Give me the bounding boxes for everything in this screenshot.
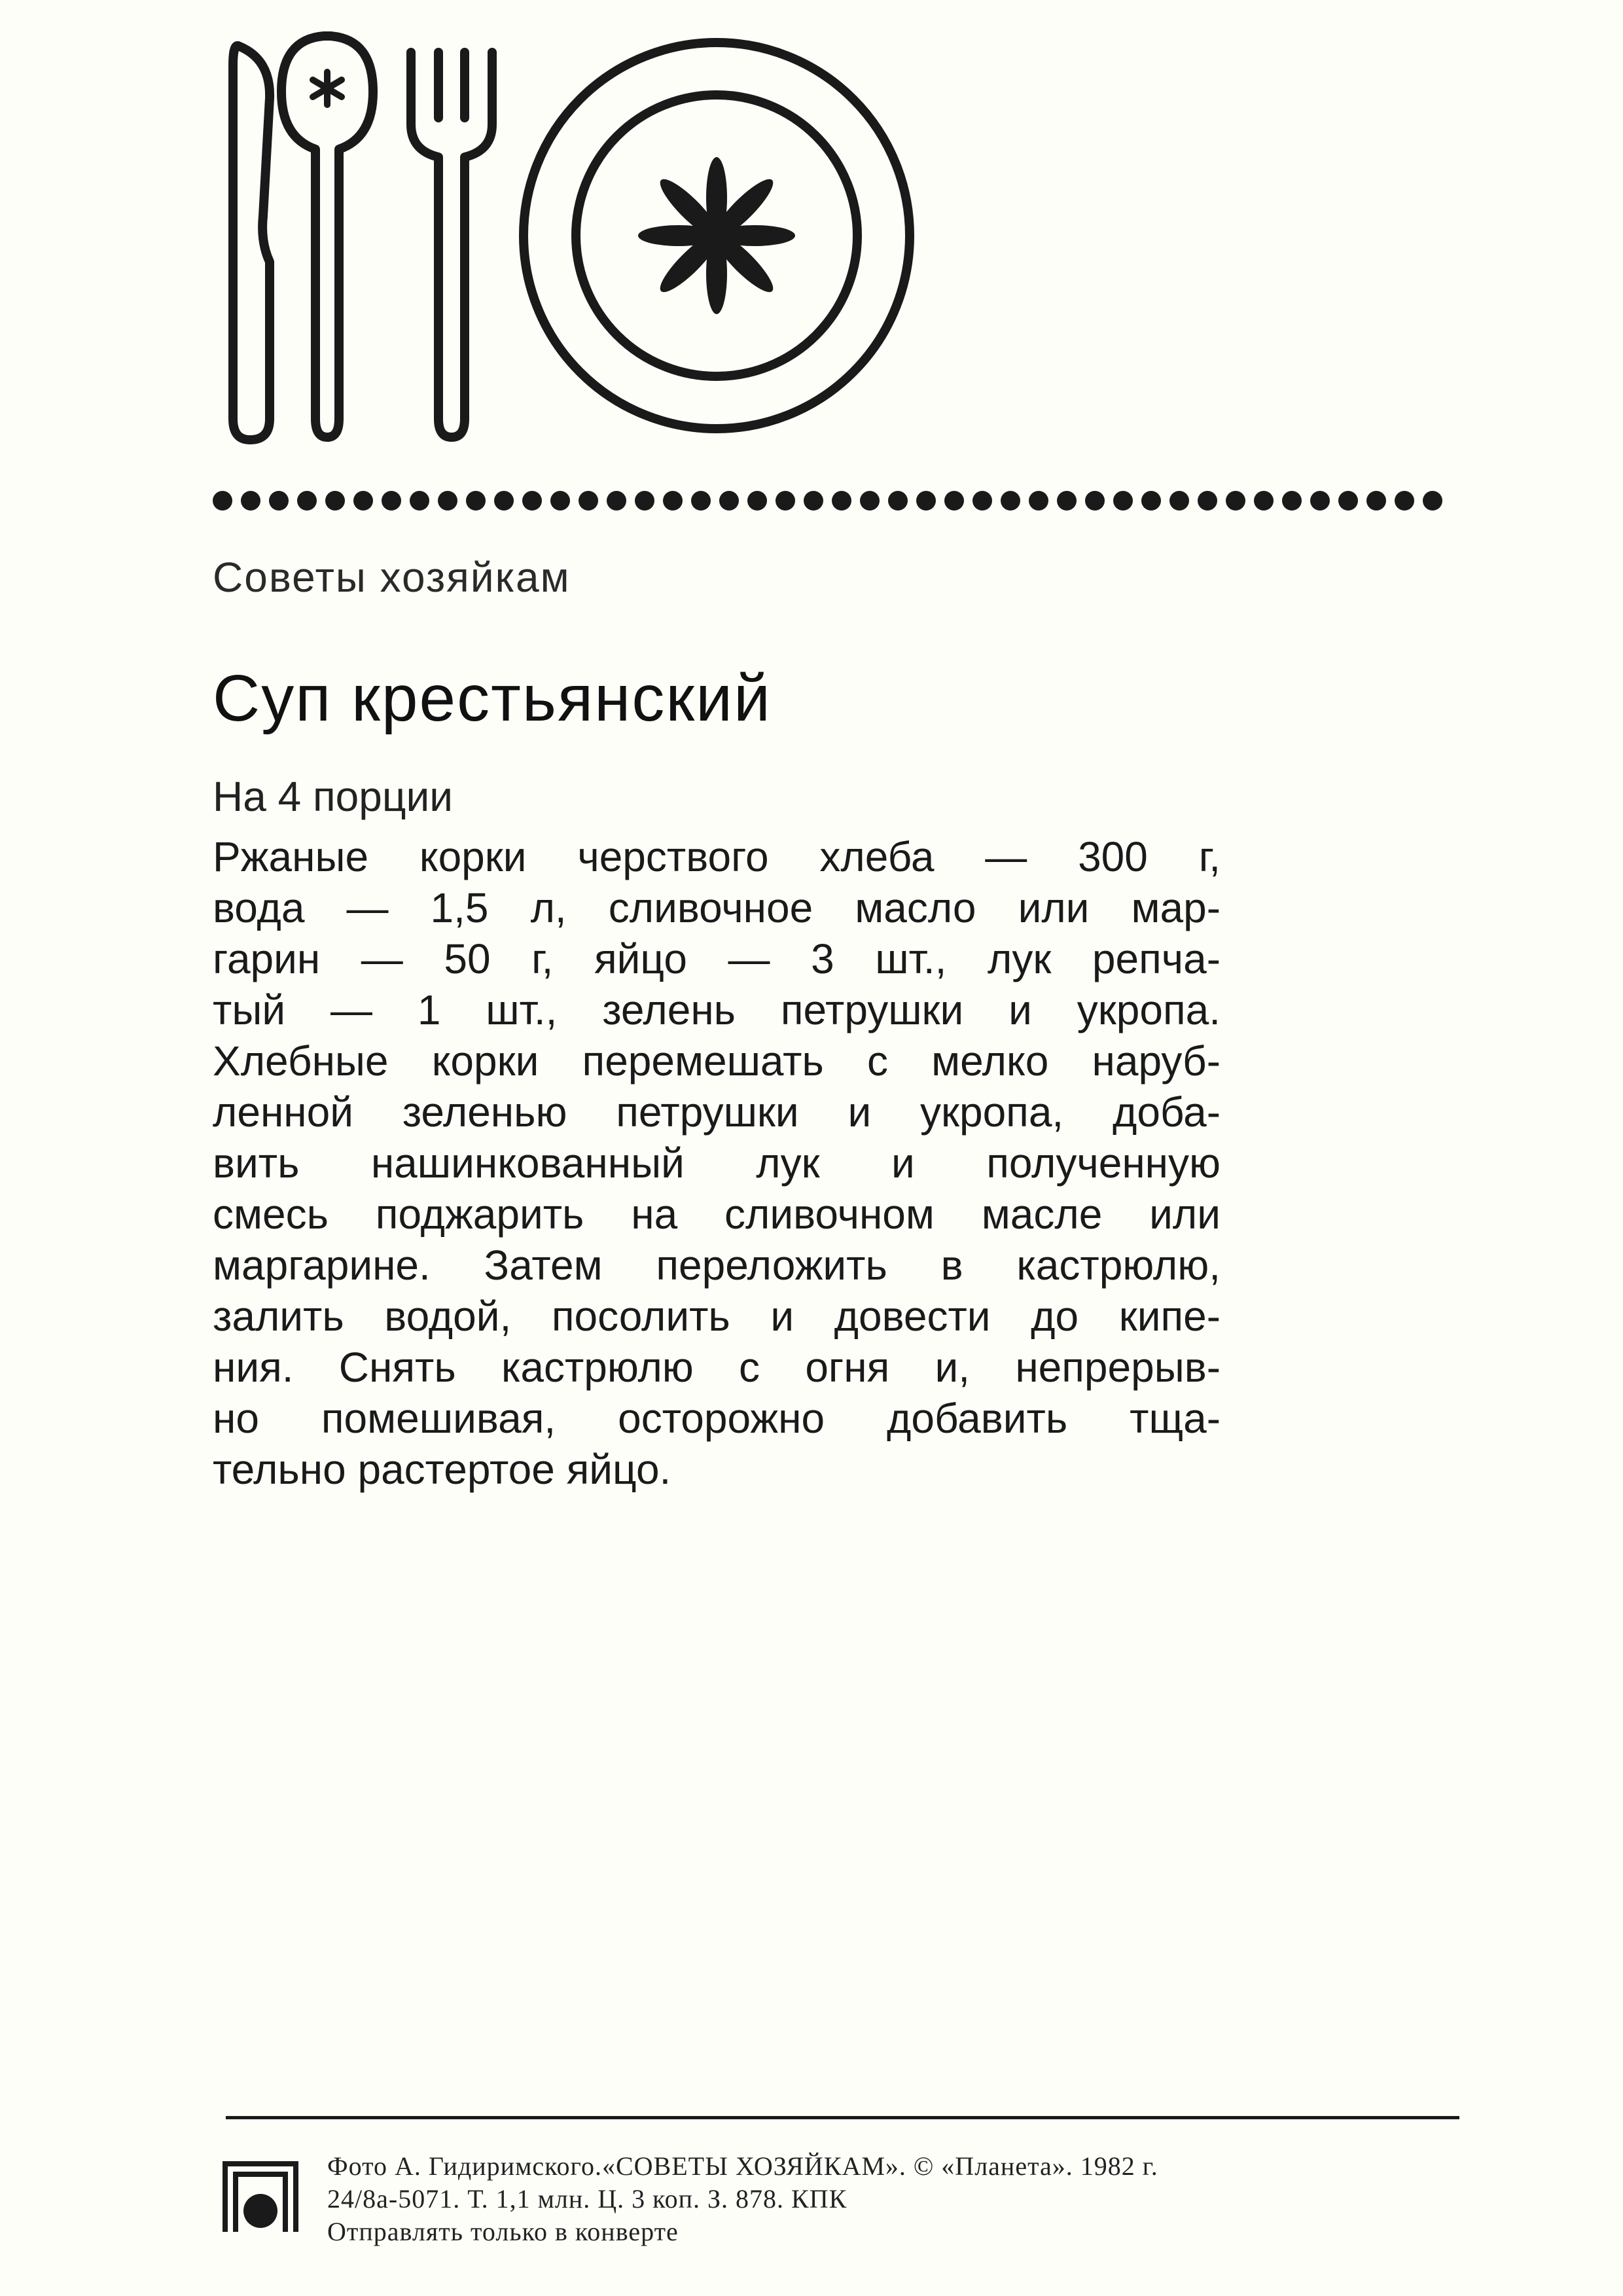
spoon-asterisk-icon <box>313 72 342 105</box>
recipe-text-line: тельно растертое яйцо. <box>213 1446 671 1493</box>
separator-dot <box>1226 491 1245 511</box>
note-line: Отправлять только в конверте <box>327 2217 679 2246</box>
separator-dot <box>776 491 795 511</box>
separator-dot <box>297 491 317 511</box>
separator-dot <box>382 491 401 511</box>
plate-flower-icon <box>638 157 795 314</box>
fork-shape <box>411 52 492 437</box>
dotted-separator <box>209 481 1453 520</box>
separator-dot <box>1141 491 1161 511</box>
separator-dot <box>1169 491 1189 511</box>
recipe-text-line: маргарине. Затем переложить в кастрюлю, <box>213 1242 1221 1289</box>
separator-dot <box>719 491 739 511</box>
separator-dot <box>550 491 570 511</box>
recipe-text-line: Ржаные корки черствого хлеба — 300 г, <box>213 833 1221 880</box>
recipe-text-line: вить нашинкованный лук и полученную <box>213 1139 1221 1187</box>
recipe-text-line: тый — 1 шт., зелень петрушки и укропа. <box>213 986 1221 1033</box>
separator-dot <box>972 491 992 511</box>
footer-divider <box>226 2116 1459 2119</box>
separator-dot <box>494 491 514 511</box>
separator-dot <box>1395 491 1414 511</box>
credit-line: Фото А. Гидиримского.«СОВЕТЫ ХОЗЯЙКАМ». © «Планета». 1982 г. <box>327 2151 1158 2181</box>
separator-dot <box>1029 491 1048 511</box>
separator-dot <box>860 491 880 511</box>
series-title: Советы хозяйкам <box>213 554 571 601</box>
separator-dot <box>213 491 232 511</box>
separator-dot <box>1113 491 1133 511</box>
separator-dot <box>1057 491 1077 511</box>
separator-dot <box>438 491 457 511</box>
separator-dot <box>691 491 711 511</box>
separator-dot <box>607 491 626 511</box>
separator-dot <box>1001 491 1020 511</box>
recipe-text-line: ния. Снять кастрюлю с огня и, непрерыв- <box>213 1344 1221 1391</box>
separator-dot <box>1085 491 1105 511</box>
separator-dot <box>325 491 345 511</box>
separator-dot <box>944 491 964 511</box>
separator-dot <box>522 491 542 511</box>
planeta-logo-icon <box>221 2160 300 2235</box>
recipe-title: Суп крестьянский <box>213 662 772 735</box>
separator-dot <box>269 491 289 511</box>
cutlery-and-plate-icon <box>209 26 949 458</box>
separator-dot <box>1282 491 1302 511</box>
knife-shape <box>233 46 270 440</box>
separator-dot <box>1254 491 1274 511</box>
recipe-portions: На 4 порции <box>213 773 453 820</box>
separator-dot <box>916 491 936 511</box>
recipe-text-line: залить водой, посолить и довести до кипе- <box>213 1293 1221 1340</box>
separator-dot <box>832 491 851 511</box>
separator-dot <box>410 491 429 511</box>
separator-dot <box>1198 491 1217 511</box>
separator-dot <box>466 491 486 511</box>
recipe-text-line: гарин — 50 г, яйцо — 3 шт., лук репча- <box>213 935 1221 982</box>
separator-dot <box>804 491 823 511</box>
recipe-text <box>213 831 1221 1495</box>
separator-dot <box>353 491 373 511</box>
separator-dot <box>579 491 598 511</box>
recipe-text-line: Хлебные корки перемешать с мелко наруб- <box>213 1037 1221 1085</box>
separator-dot <box>1310 491 1330 511</box>
separator-dot <box>635 491 654 511</box>
recipe-text-line: ленной зеленью петрушки и укропа, доба- <box>213 1088 1221 1136</box>
recipe-text-line: смесь поджарить на сливочном масле или <box>213 1191 1221 1238</box>
separator-dot <box>888 491 908 511</box>
separator-dot <box>1366 491 1386 511</box>
recipe-text-line: вода — 1,5 л, сливочное масло или мар- <box>213 884 1221 931</box>
print-line: 24/8а-5071. Т. 1,1 млн. Ц. 3 коп. З. 878. КПК <box>327 2184 847 2214</box>
footer-credits <box>327 2150 1158 2248</box>
separator-dot <box>1423 491 1442 511</box>
separator-dot <box>241 491 260 511</box>
separator-dot <box>747 491 767 511</box>
recipe-text-line: но помешивая, осторожно добавить тща- <box>213 1395 1221 1442</box>
separator-dot <box>663 491 683 511</box>
separator-dot <box>1338 491 1358 511</box>
